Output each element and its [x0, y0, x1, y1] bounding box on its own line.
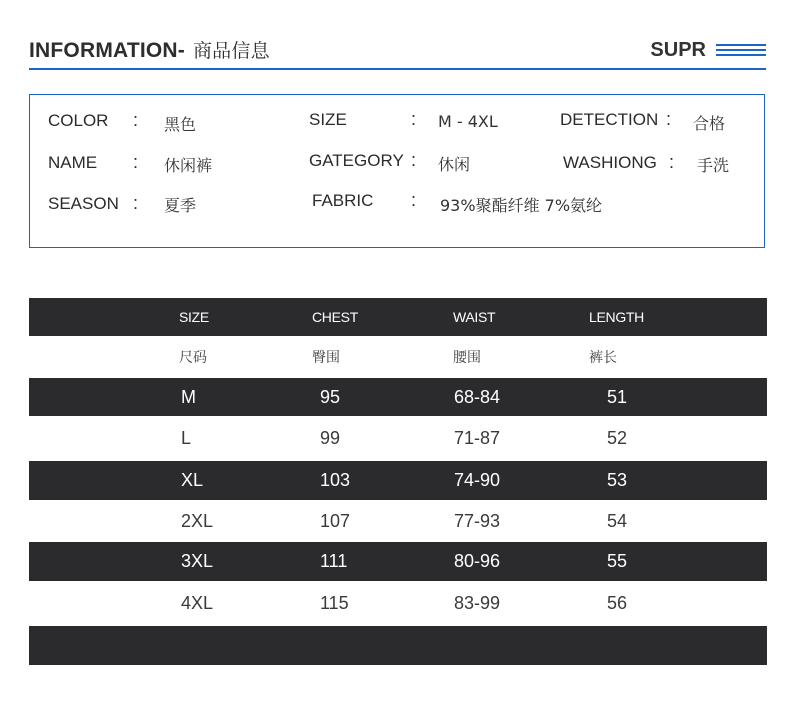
cell-chest: 99	[320, 428, 341, 448]
color-label: COLOR	[48, 111, 109, 130]
cell-length: 52	[607, 428, 628, 448]
header-waist: WAIST	[453, 309, 496, 325]
cell-size: 3XL	[181, 551, 214, 571]
category-value: 休闲	[438, 155, 471, 174]
cell-size: 2XL	[181, 510, 214, 531]
cell-waist: 71-87	[454, 428, 501, 448]
brand-lines-decoration	[716, 44, 766, 56]
cell-size: M	[181, 386, 196, 407]
detection-colon: :	[666, 109, 672, 129]
cell-waist: 77-93	[454, 510, 501, 531]
cell-length: 56	[607, 593, 628, 613]
header-chest: CHEST	[312, 309, 358, 325]
table-header-row	[29, 298, 767, 336]
cell-size: XL	[181, 470, 204, 490]
section-header	[29, 32, 766, 70]
size-value: M - 4XL	[438, 112, 498, 131]
size-chart-table	[29, 298, 767, 665]
cell-length: 53	[607, 470, 628, 490]
header-title-text: INFORMATION-	[29, 39, 185, 62]
size-label: SIZE	[309, 110, 347, 129]
cell-chest: 107	[320, 510, 351, 531]
table-row	[29, 581, 767, 626]
cell-length: 55	[607, 551, 628, 571]
header-length: LENGTH	[589, 309, 644, 325]
cell-waist: 74-90	[454, 470, 501, 490]
header-size-cn: 尺码	[179, 350, 207, 366]
size-colon: :	[411, 109, 417, 129]
color-colon: :	[133, 110, 139, 130]
detection-label: DETECTION	[560, 110, 659, 129]
header-subtitle: 商品信息	[192, 40, 270, 62]
cell-chest: 95	[320, 386, 341, 407]
table-footer-bar	[29, 626, 767, 665]
fabric-value: 93%聚酯纤维 7%氨纶	[440, 196, 603, 215]
cell-chest: 111	[320, 551, 348, 571]
name-colon: :	[133, 152, 139, 172]
cell-chest: 103	[320, 470, 351, 490]
fabric-colon: :	[411, 190, 417, 210]
cell-size: L	[181, 428, 192, 448]
header-length-cn: 裤长	[589, 350, 617, 366]
category-label: GATEGORY	[309, 151, 404, 170]
table-header-cn-row	[29, 336, 767, 378]
table-row	[29, 500, 767, 542]
cell-length: 54	[607, 510, 628, 531]
cell-size: 4XL	[181, 593, 214, 613]
fabric-label: FABRIC	[312, 191, 374, 210]
cell-waist: 83-99	[454, 593, 501, 613]
category-colon: :	[411, 150, 417, 170]
table-row	[29, 461, 767, 500]
table-row	[29, 416, 767, 461]
header-chest-cn: 臀围	[312, 350, 340, 366]
product-info-box	[29, 94, 765, 248]
header-waist-cn: 腰围	[453, 350, 481, 366]
season-colon: :	[133, 193, 139, 213]
detection-value: 合格	[693, 114, 726, 133]
cell-waist: 68-84	[454, 386, 501, 407]
header-size: SIZE	[179, 309, 209, 325]
season-label: SEASON	[48, 194, 119, 213]
washing-colon: :	[669, 152, 675, 172]
washing-value: 手洗	[697, 156, 730, 175]
cell-chest: 115	[320, 593, 349, 613]
header-divider	[29, 68, 766, 70]
table-row	[29, 378, 767, 416]
brand-name: SUPR	[650, 39, 706, 61]
name-value: 休闲裤	[164, 156, 213, 175]
cell-length: 51	[607, 386, 628, 407]
color-value: 黑色	[164, 115, 197, 134]
header-title	[29, 36, 270, 63]
washing-label: WASHIONG	[563, 153, 657, 172]
season-value: 夏季	[164, 196, 197, 215]
table-row	[29, 542, 767, 581]
name-label: NAME	[48, 153, 98, 172]
cell-waist: 80-96	[454, 551, 501, 571]
